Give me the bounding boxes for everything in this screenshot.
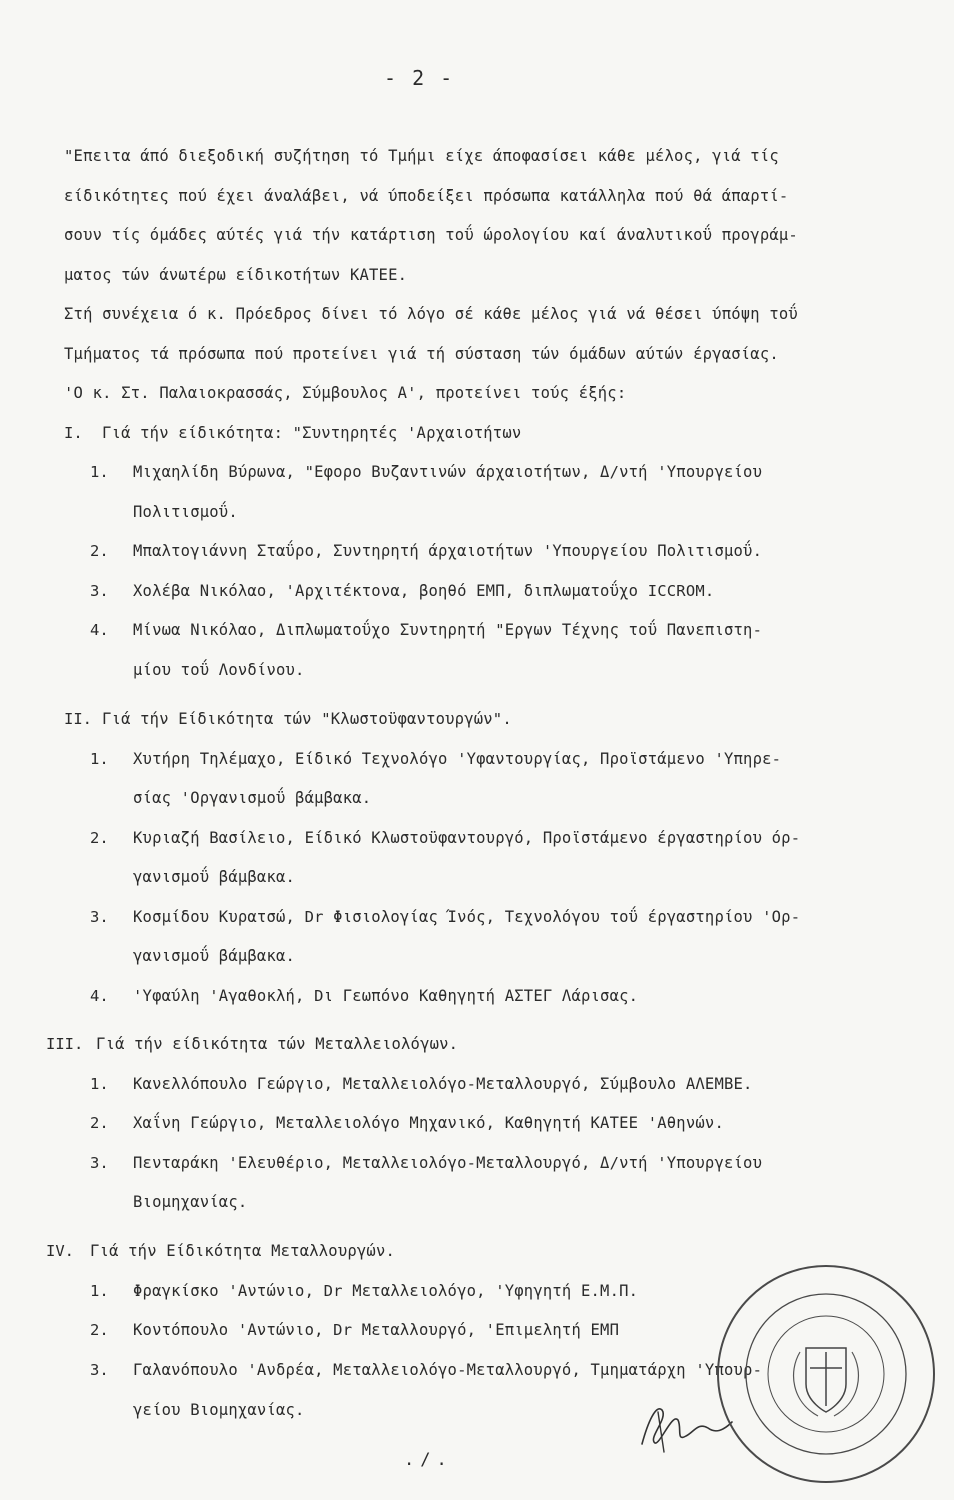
item-number: 3. bbox=[90, 1154, 109, 1172]
item-line: Χαΐνη Γεώργιο, Μεταλλειολόγο Μηχανικό, Καθηγητή ΚΑΤΕΕ 'Αθηνών. bbox=[133, 1114, 724, 1132]
item-line: Μίνωα Νικόλαο, Διπλωματοΰχο Συντηρητή "Εργων Τέχνης τοΰ Πανεπιστη- bbox=[133, 621, 763, 639]
item-number: 1. bbox=[90, 1075, 109, 1093]
item-line: σίας 'Οργανισμοΰ βάμβακα. bbox=[133, 789, 372, 807]
item-line: Βιομηχανίας. bbox=[133, 1193, 248, 1211]
section-numeral: III. bbox=[46, 1035, 84, 1053]
intro-line: Τμήματος τά πρόσωπα πού προτείνει γιά τή σύσταση τών όμάδων αύτών έργασίας. bbox=[64, 345, 779, 363]
intro-line: "Επειτα άπό διεξοδική συζήτηση τό Τμήμι είχε άποφασίσει κάθε μέλος, γιά τίς bbox=[64, 147, 779, 165]
item-line: 'Υφαύλη 'Αγαθοκλή, Dι Γεωπόνο Καθηγητή ΑΣΤΕΓ Λάρισας. bbox=[133, 987, 639, 1005]
item-line: Μιχαηλίδη Βύρωνα, "Εφορο Βυζαντινών άρχαιοτήτων, Δ/ντή 'Υπουργείου bbox=[133, 463, 763, 481]
section-numeral: II. bbox=[64, 710, 92, 728]
item-number: 4. bbox=[90, 987, 109, 1005]
item-number: 2. bbox=[90, 829, 109, 847]
item-number: 3. bbox=[90, 1361, 109, 1379]
item-line: Πολιτισμοΰ. bbox=[133, 503, 238, 521]
item-line: Κοσμίδου Κυρατσώ, Dr Φισιολογίας Ίνός, Τεχνολόγου τοΰ έργαστηρίου 'Ορ- bbox=[133, 908, 801, 926]
item-line: Χολέβα Νικόλαο, 'Αρχιτέκτονα, βοηθό ΕΜΠ, διπλωματοΰχο ICCROM. bbox=[133, 582, 715, 600]
continuation-mark: ./. bbox=[404, 1450, 453, 1470]
intro-line: είδικότητες πού έχει άναλάβει, νά ύποδείξει πρόσωπα κατάλληλα πού θά άπαρτί- bbox=[64, 187, 789, 205]
intro-line: σουν τίς όμάδες αύτές γιά τήν κατάρτιση τοΰ ώρολογίου καί άναλυτικοΰ προγράμ- bbox=[64, 226, 798, 244]
item-line: Χυτήρη Τηλέμαχο, Είδικό Τεχνολόγο 'Υφαντουργίας, Προϊστάμενο 'Υπηρε- bbox=[133, 750, 782, 768]
item-line: Φραγκίσκο 'Αντώνιο, Dr Μεταλλειολόγο, 'Υφηγητή Ε.Μ.Π. bbox=[133, 1282, 639, 1300]
item-line: μίου τοΰ Λονδίνου. bbox=[133, 661, 305, 679]
section-numeral: I. bbox=[64, 424, 83, 442]
item-line: γείου Βιομηχανίας. bbox=[133, 1401, 305, 1419]
item-line: Κοντόπουλο 'Αντώνιο, Dr Μεταλλουργό, 'Επιμελητή ΕΜΠ bbox=[133, 1321, 620, 1339]
official-stamp-icon bbox=[708, 1256, 944, 1492]
page-number: - 2 - bbox=[384, 66, 455, 90]
item-number: 1. bbox=[90, 1282, 109, 1300]
section-heading: Γιά τήν είδικότητα: "Συντηρητές 'Αρχαιοτήτων bbox=[102, 424, 522, 442]
item-line: γανισμοΰ βάμβακα. bbox=[133, 868, 296, 886]
intro-line: ματος τών άνωτέρω είδικοτήτων ΚΑΤΕΕ. bbox=[64, 266, 408, 284]
item-number: 3. bbox=[90, 582, 109, 600]
item-line: Κυριαζή Βασίλειο, Είδικό Κλωστοϋφαντουργό, Προϊστάμενο έργαστηρίου όρ- bbox=[133, 829, 801, 847]
item-number: 2. bbox=[90, 1114, 109, 1132]
section-heading: Γιά τήν είδικότητα τών Μεταλλειολόγων. bbox=[96, 1035, 459, 1053]
item-number: 4. bbox=[90, 621, 109, 639]
item-line: Μπαλτογιάννη Σταΰρο, Συντηρητή άρχαιοτήτων 'Υπουργείου Πολιτισμοΰ. bbox=[133, 542, 763, 560]
item-number: 3. bbox=[90, 908, 109, 926]
item-number: 1. bbox=[90, 463, 109, 481]
section-numeral: IV. bbox=[46, 1242, 74, 1260]
item-line: Γαλανόπουλο 'Ανδρέα, Μεταλλειολόγο-Μεταλλουργό, Τμηματάρχη 'Υπουρ- bbox=[133, 1361, 763, 1379]
section-heading: Γιά τήν Είδικότητα Μεταλλουργών. bbox=[90, 1242, 396, 1260]
intro-line: 'Ο κ. Στ. Παλαιοκρασσάς, Σύμβουλος Α', προτείνει τούς έξής: bbox=[64, 384, 627, 402]
item-line: γανισμοΰ βάμβακα. bbox=[133, 947, 296, 965]
item-line: Κανελλόπουλο Γεώργιο, Μεταλλειολόγο-Μεταλλουργό, Σύμβουλο ΑΛΕΜΒΕ. bbox=[133, 1075, 753, 1093]
item-number: 2. bbox=[90, 1321, 109, 1339]
item-line: Πενταράκη 'Ελευθέριο, Μεταλλειολόγο-Μεταλλουργό, Δ/ντή 'Υπουργείου bbox=[133, 1154, 763, 1172]
intro-line: Στή συνέχεια ό κ. Πρόεδρος δίνει τό λόγο σέ κάθε μέλος γιά νά θέσει ύπόψη τοΰ bbox=[64, 305, 798, 323]
item-number: 1. bbox=[90, 750, 109, 768]
section-heading: Γιά τήν Είδικότητα τών "Κλωστοϋφαντουργών". bbox=[102, 710, 512, 728]
item-number: 2. bbox=[90, 542, 109, 560]
